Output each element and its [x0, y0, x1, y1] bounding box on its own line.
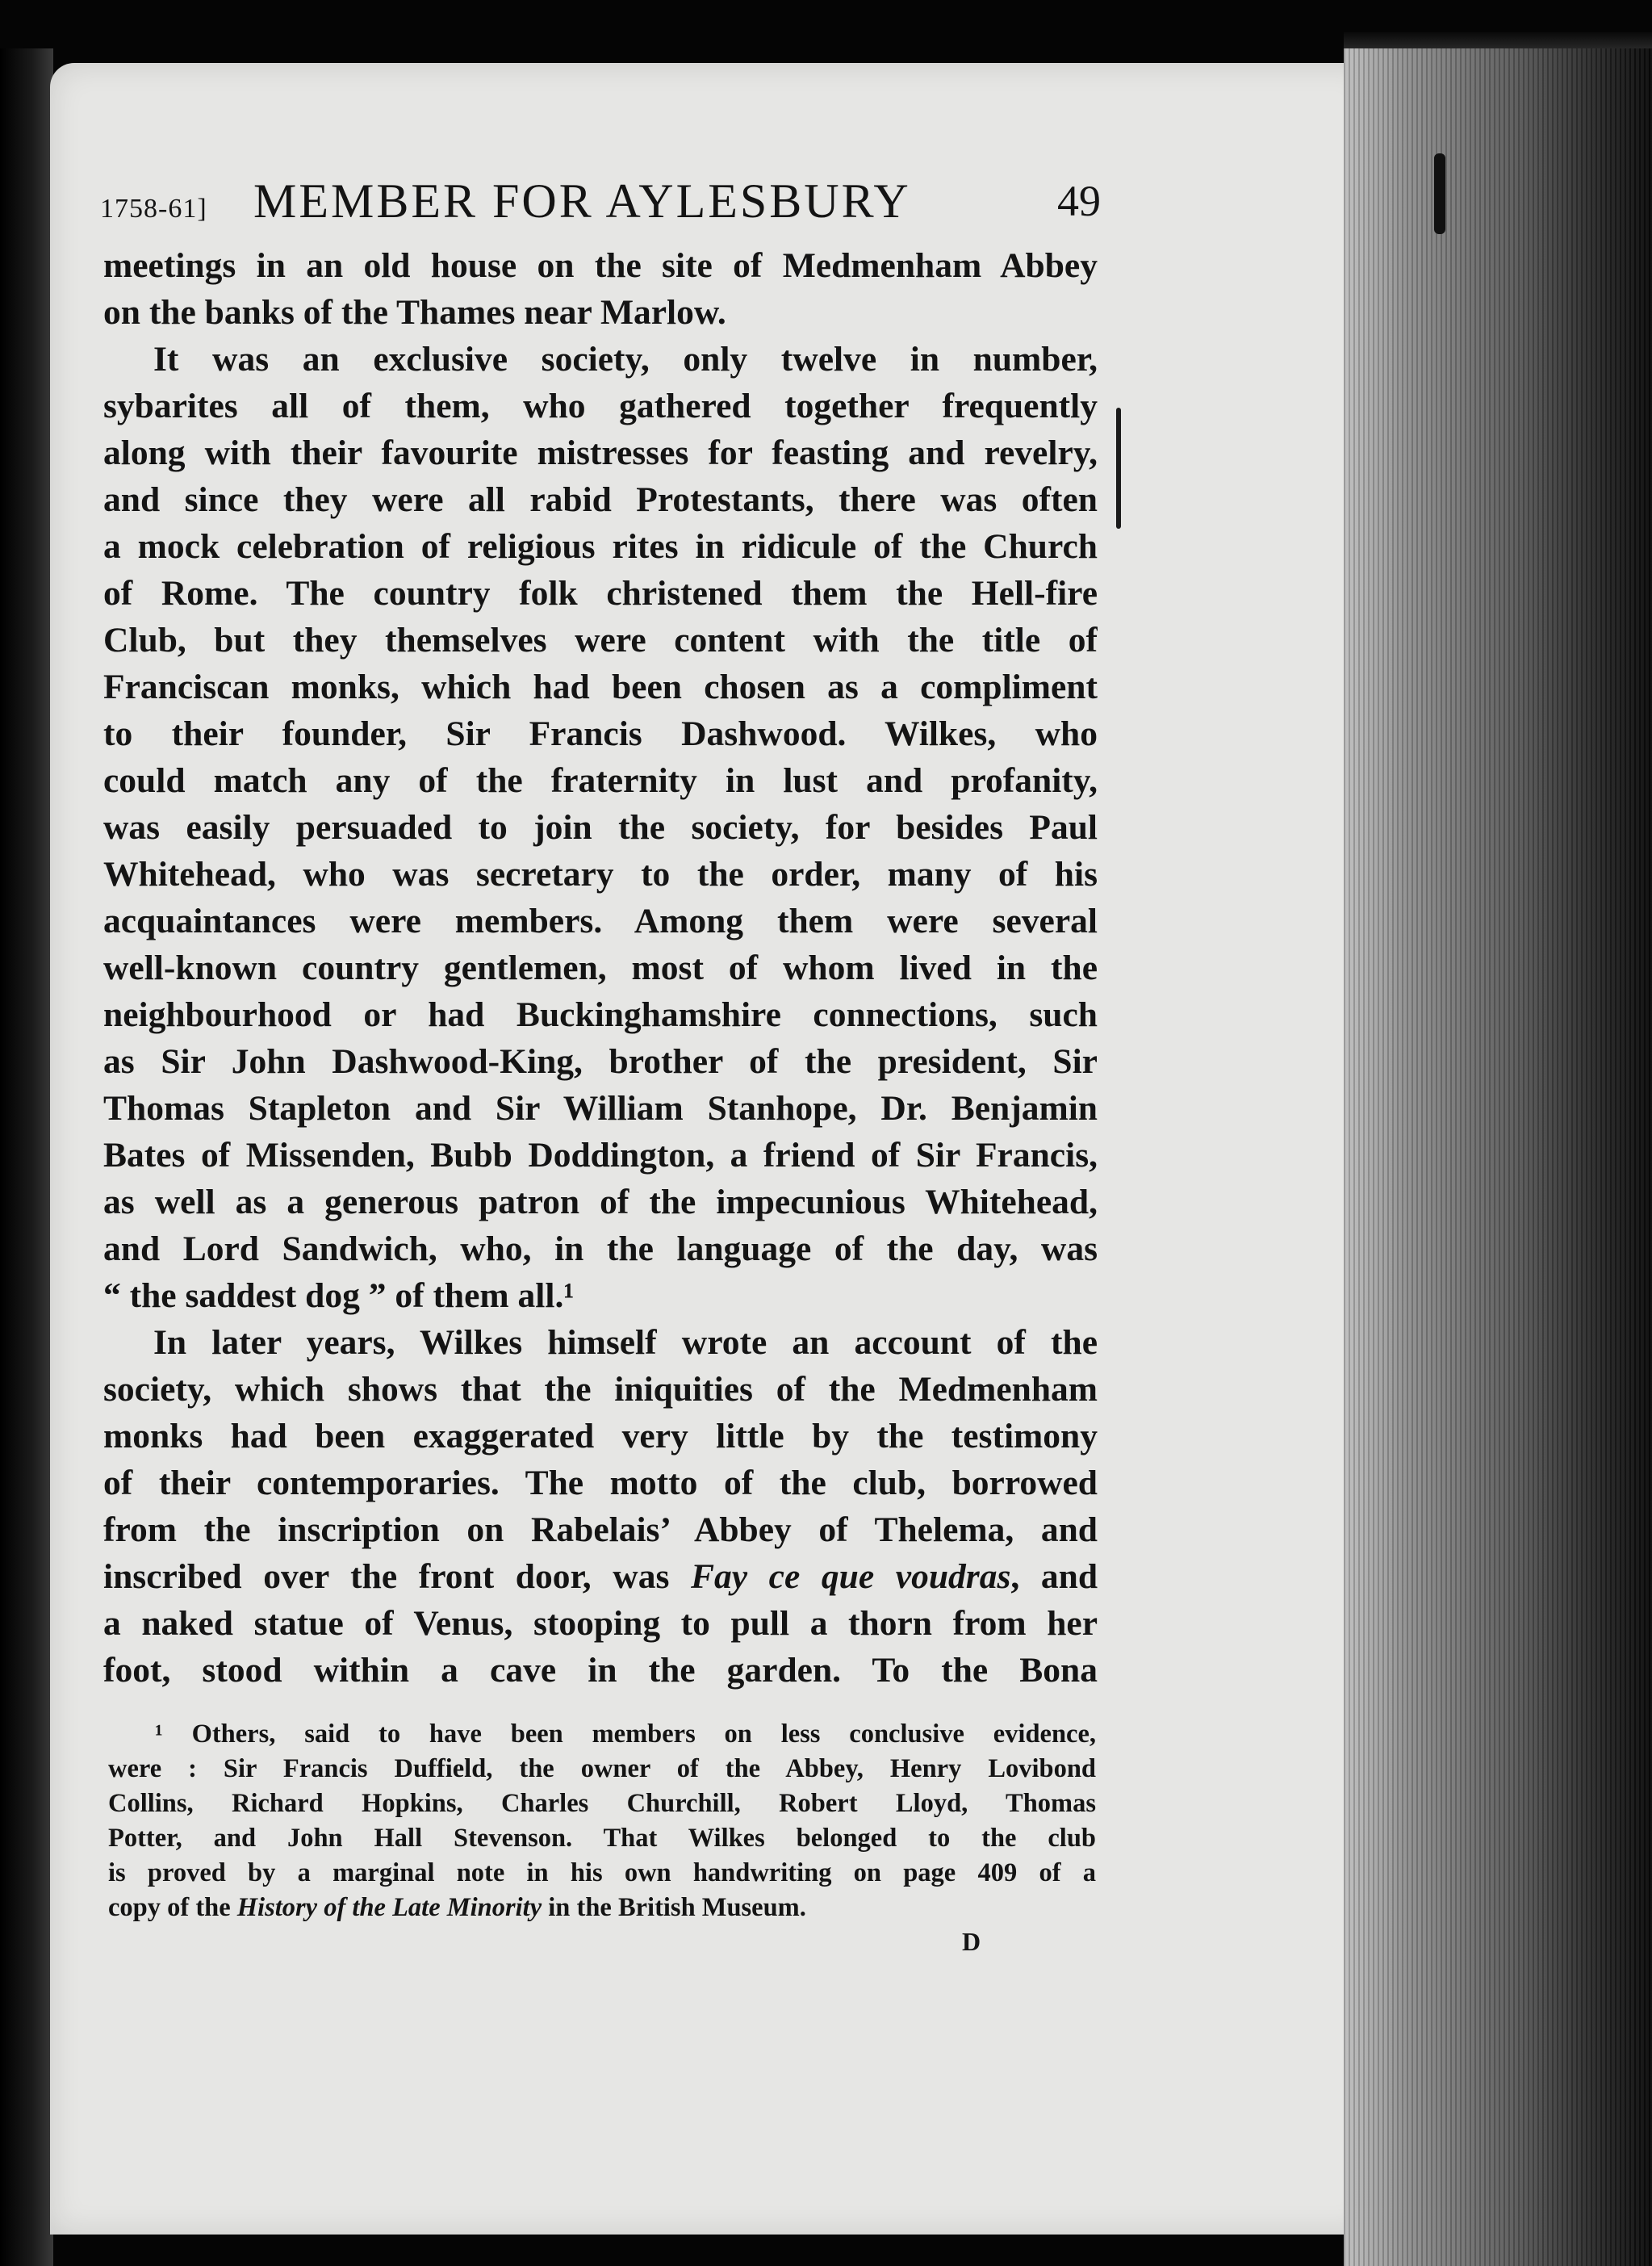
footnote — [108, 1717, 1096, 1925]
footnote-line: were : Sir Francis Duffield, the owner of the Abbey, Henry Lovibond — [108, 1754, 1096, 1783]
text-line: and Lord Sandwich, who, in the language of the day, was — [103, 1229, 1098, 1268]
signature-mark: D — [962, 1927, 981, 1956]
text-line: It was an exclusive society, only twelve in number, — [153, 340, 1098, 379]
text-line: Franciscan monks, which had been chosen as a compliment — [103, 668, 1098, 706]
footnote-line: Collins, Richard Hopkins, Charles Churchill, Robert Lloyd, Thomas — [108, 1789, 1096, 1818]
text-line: of their contemporaries. The motto of the club, borrowed — [103, 1464, 1098, 1502]
text-line: of Rome. The country folk christened them the Hell-fire — [103, 574, 1098, 613]
binding-shadow — [0, 48, 53, 2266]
header-dates: 1758-61] — [100, 194, 207, 224]
text-line: well-known country gentlemen, most of whom lived in the — [103, 949, 1098, 987]
header-title: MEMBER FOR AYLESBURY — [253, 174, 911, 228]
text-line: could match any of the fraternity in lust and profanity, — [103, 761, 1098, 800]
text-line: In later years, Wilkes himself wrote an account of the — [153, 1323, 1098, 1362]
text-line: as Sir John Dashwood-King, brother of the president, Sir — [103, 1042, 1098, 1081]
text-line: as well as a generous patron of the impecunious Whitehead, — [103, 1183, 1098, 1221]
text-line: acquaintances were members. Among them were several — [103, 902, 1098, 940]
text-line-motto — [103, 1553, 1098, 1600]
text-line: from the inscription on Rabelais’ Abbey of Thelema, and — [103, 1510, 1098, 1549]
motto-italic: Fay ce que voudras — [691, 1557, 1011, 1596]
book-fore-edge — [1344, 48, 1652, 2266]
footnote-line: ¹ Others, said to have been members on less conclusive evidence, — [155, 1719, 1096, 1749]
text-line: Whitehead, who was secretary to the order, many of his — [103, 855, 1098, 894]
page-number: 49 — [1057, 177, 1101, 225]
body-text — [103, 242, 1098, 1694]
text-segment: copy of the — [108, 1893, 237, 1922]
text-line: Thomas Stapleton and Sir William Stanhope, Dr. Benjamin — [103, 1089, 1098, 1128]
text-line: foot, stood within a cave in the garden. To the Bona — [103, 1651, 1098, 1690]
text-line: meetings in an old house on the site of Medmenham Abbey — [103, 246, 1098, 285]
text-line: “ the saddest dog ” of them all.¹ — [103, 1276, 575, 1315]
text-line: was easily persuaded to join the society, for besides Paul — [103, 808, 1098, 847]
text-line: Club, but they themselves were content with the title of — [103, 621, 1098, 660]
footnote-line: Potter, and John Hall Stevenson. That Wilkes belonged to the club — [108, 1824, 1096, 1853]
margin-annotation-bar — [1116, 408, 1121, 529]
book-title-italic: History of the Late Minority — [236, 1893, 542, 1922]
running-header — [100, 170, 1101, 234]
fore-edge-mark — [1434, 153, 1445, 234]
text-segment: in the British Museum. — [542, 1893, 806, 1922]
text-segment: inscribed over the front door, was — [103, 1557, 691, 1596]
text-line: Bates of Missenden, Bubb Doddington, a friend of Sir Francis, — [103, 1136, 1098, 1175]
text-segment: , and — [1010, 1557, 1098, 1596]
text-line: sybarites all of them, who gathered together frequently — [103, 387, 1098, 425]
text-line: along with their favourite mistresses for feasting and revelry, — [103, 434, 1098, 472]
footnote-line-title — [108, 1891, 1096, 1925]
text-line: a mock celebration of religious rites in ridicule of the Church — [103, 527, 1098, 566]
text-line: and since they were all rabid Protestants, there was often — [103, 480, 1098, 519]
text-line: neighbourhood or had Buckinghamshire connections, such — [103, 995, 1098, 1034]
text-line: society, which shows that the iniquities of the Medmenham — [103, 1370, 1098, 1409]
text-line: on the banks of the Thames near Marlow. — [103, 293, 726, 332]
footnote-line: is proved by a marginal note in his own handwriting on page 409 of a — [108, 1858, 1096, 1887]
text-line: a naked statue of Venus, stooping to pull a thorn from her — [103, 1604, 1098, 1643]
text-line: to their founder, Sir Francis Dashwood. Wilkes, who — [103, 714, 1098, 753]
text-line: monks had been exaggerated very little by the testimony — [103, 1417, 1098, 1456]
